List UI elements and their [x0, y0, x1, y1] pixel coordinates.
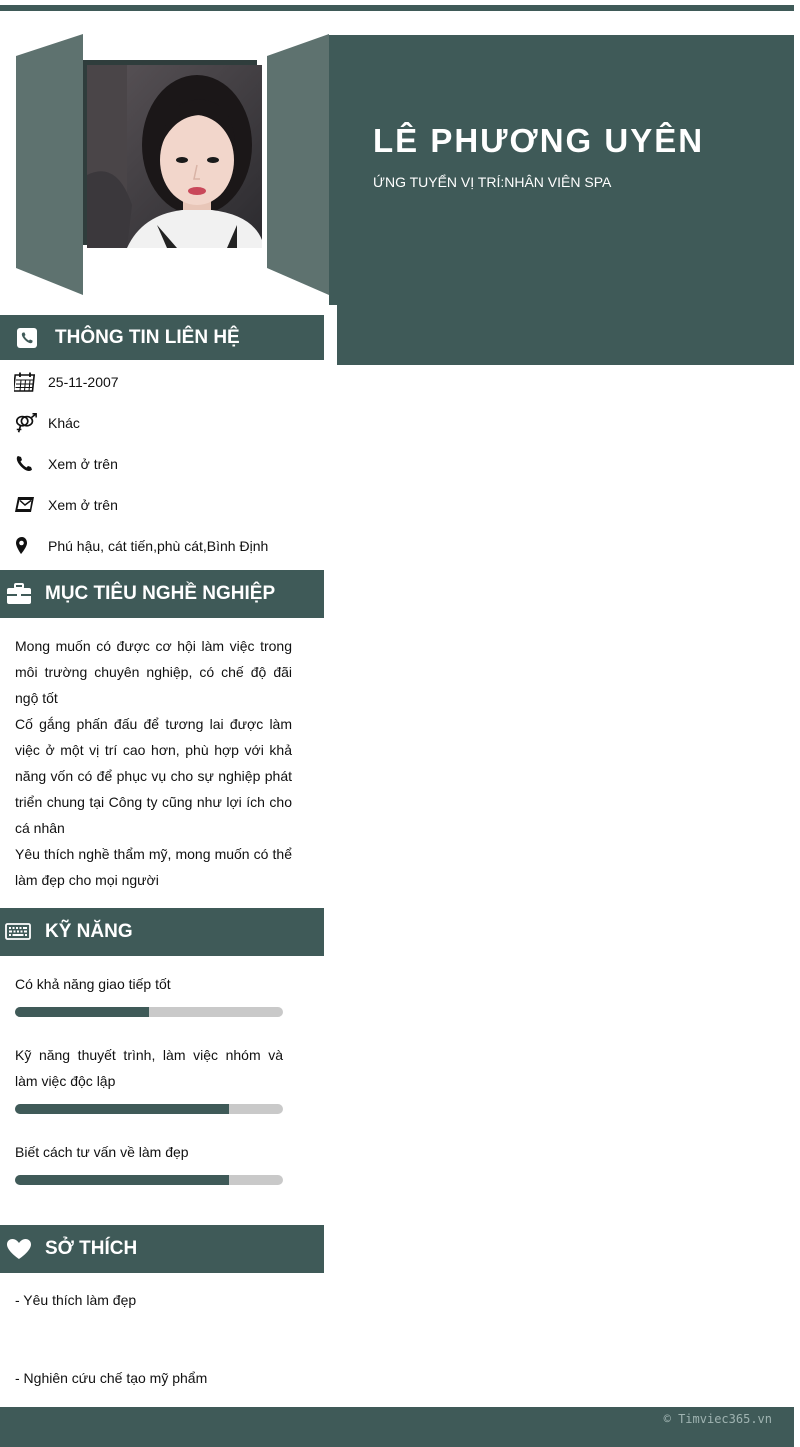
- decorative-panel-middle: [267, 34, 329, 295]
- contact-phone: [14, 452, 118, 476]
- footer-watermark: © Timviec365.vn: [663, 1412, 772, 1426]
- top-stripe: [0, 5, 794, 11]
- map-marker-icon: [14, 534, 38, 558]
- header-banner-extension: [337, 290, 794, 365]
- applied-position: ỨNG TUYỂN VỊ TRÍ:NHÂN VIÊN SPA: [373, 174, 612, 190]
- phone-icon: [14, 452, 38, 476]
- address-value: Phú hậu, cát tiến,phù cát,Bình Định: [48, 538, 269, 554]
- heart-icon: [6, 1238, 32, 1260]
- contact-address: [14, 534, 268, 558]
- section-header-objective: [0, 570, 324, 618]
- section-title-hobbies: SỞ THÍCH: [45, 1238, 138, 1259]
- skill-label: Biết cách tư vấn về làm đẹp: [15, 1144, 189, 1160]
- skill-label: Kỹ năng thuyết trình, làm việc nhóm và làm việc độc lập: [15, 1047, 283, 1089]
- objective-paragraph: Yêu thích nghề thẩm mỹ, mong muốn có thể làm đẹp cho mọi người: [15, 846, 292, 888]
- contact-email: [14, 493, 118, 517]
- contact-gender: [14, 411, 80, 435]
- skill-bar: [15, 1007, 283, 1017]
- gender-value: Khác: [48, 415, 80, 431]
- skill-bar: [15, 1175, 283, 1185]
- birthday-value: 25-11-2007: [48, 374, 119, 390]
- candidate-name: LÊ PHƯƠNG UYÊN: [373, 122, 705, 159]
- career-objective: [15, 633, 292, 893]
- objective-paragraph: Cố gắng phấn đấu để tương lai được làm việc ở một vị trí cao hơn, phù hợp với khả năng vốn có để phục vụ cho sự nghiệp phát triển chung tại Công ty cũng như lợi ích cho cá nhân: [15, 716, 292, 836]
- phone-square-icon: [17, 328, 37, 348]
- calendar-icon: [14, 370, 38, 394]
- skill-bar: [15, 1104, 283, 1114]
- section-header-skills: [0, 908, 324, 956]
- decorative-panel-left: [16, 34, 83, 295]
- keyboard-icon: [5, 923, 31, 941]
- section-header-hobbies: [0, 1225, 324, 1273]
- objective-paragraph: Mong muốn có được cơ hội làm việc trong môi trường chuyên nghiệp, có chế độ đãi ngộ tốt: [15, 638, 292, 706]
- profile-photo: [87, 65, 262, 248]
- hobby-item: - Nghiên cứu chế tạo mỹ phẩm: [15, 1370, 208, 1386]
- email-value: Xem ở trên: [48, 497, 118, 513]
- gender-icon: [14, 411, 38, 435]
- skill-bar-fill: [15, 1104, 229, 1114]
- section-title-contact: THÔNG TIN LIÊN HỆ: [55, 326, 240, 348]
- section-title-skills: KỸ NĂNG: [45, 921, 133, 942]
- skill-label: Có khả năng giao tiếp tốt: [15, 976, 171, 992]
- hobby-item: - Yêu thích làm đẹp: [15, 1292, 137, 1308]
- phone-value: Xem ở trên: [48, 456, 118, 472]
- skill-bar-fill: [15, 1007, 149, 1017]
- envelope-icon: [14, 493, 38, 517]
- section-header-contact: [0, 315, 324, 360]
- header-banner: [329, 35, 794, 305]
- section-title-objective: MỤC TIÊU NGHỀ NGHIỆP: [45, 583, 276, 604]
- contact-birthday: [14, 370, 119, 394]
- footer-bar: [0, 1407, 794, 1447]
- skill-bar-fill: [15, 1175, 229, 1185]
- briefcase-icon: [7, 583, 31, 605]
